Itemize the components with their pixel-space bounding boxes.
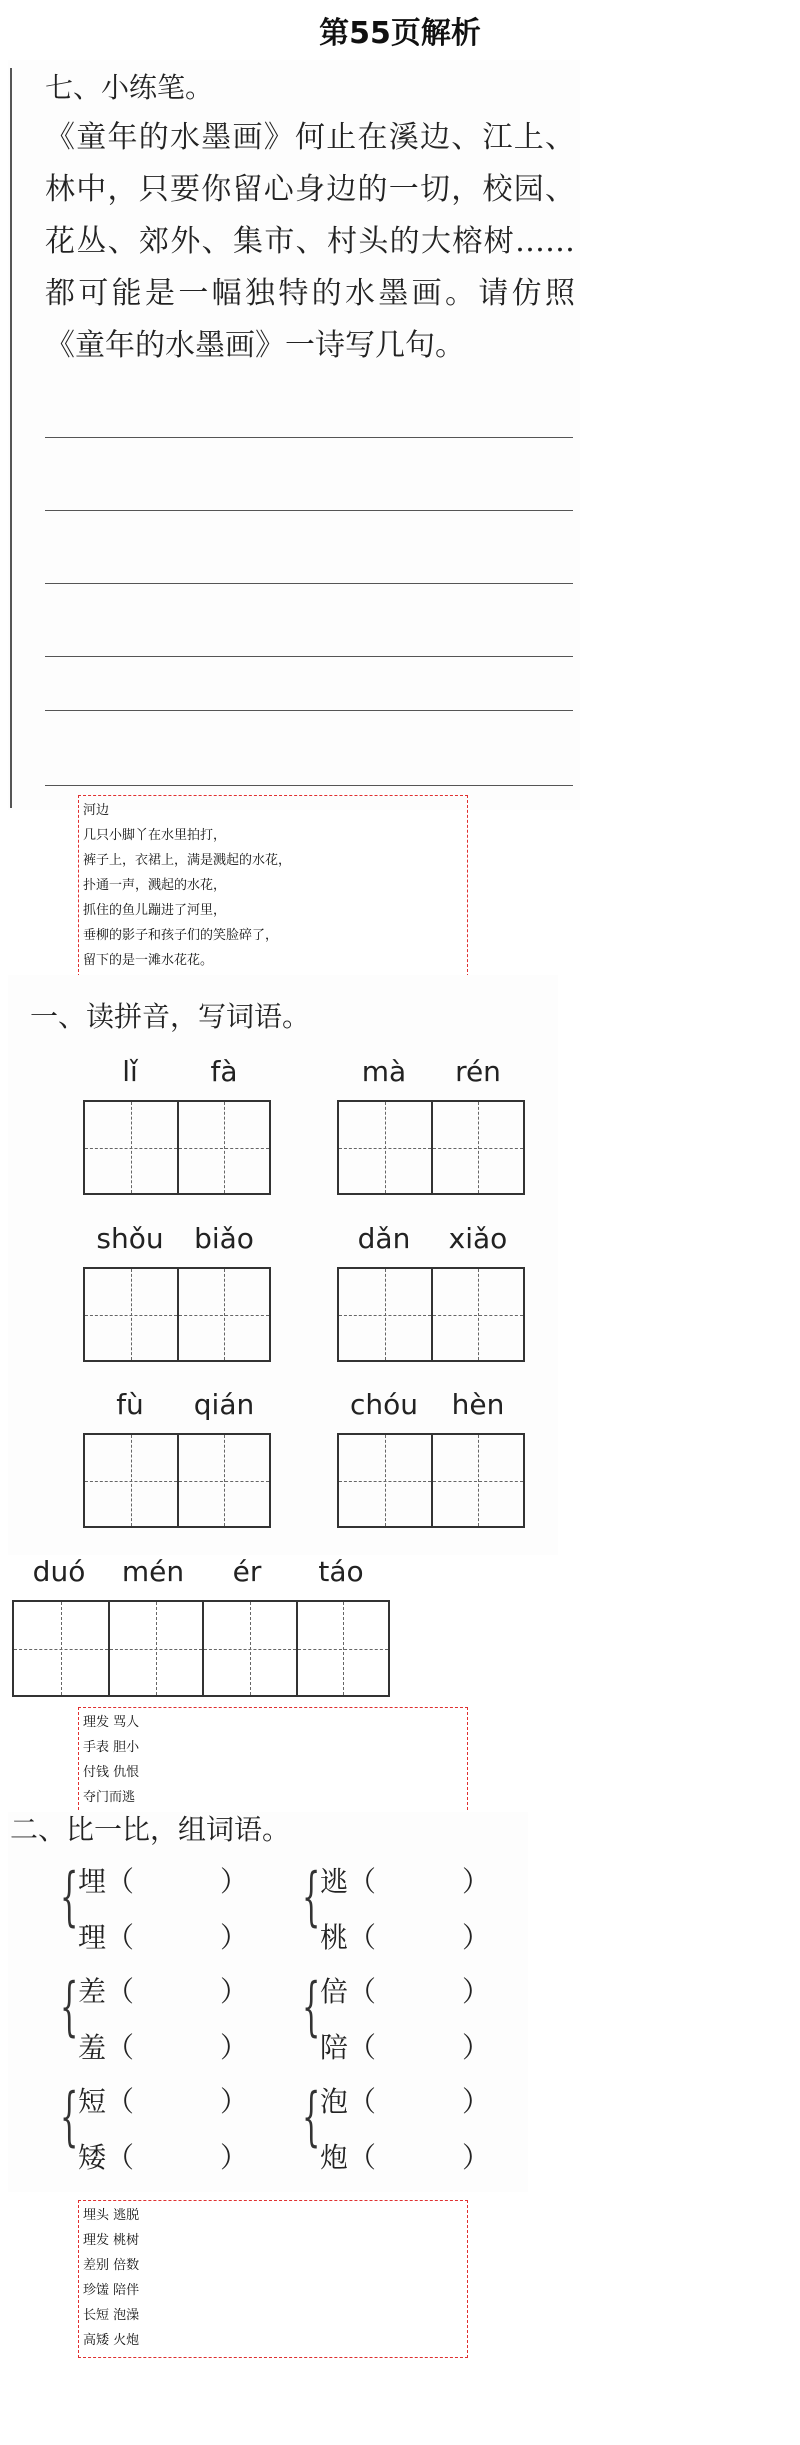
compare-char: 桃 bbox=[320, 1921, 349, 1954]
pinyin-word-group bbox=[83, 1055, 271, 1195]
grid-cell[interactable] bbox=[431, 1269, 523, 1360]
grid-cell[interactable] bbox=[431, 1102, 523, 1193]
grid-cell[interactable] bbox=[339, 1269, 431, 1360]
answer-box-section-two bbox=[78, 2200, 468, 2358]
pinyin-label: táo bbox=[318, 1555, 364, 1588]
pinyin-word-group bbox=[337, 1055, 525, 1195]
answer-line: 抓住的鱼儿蹦进了河里， bbox=[83, 903, 227, 918]
compare-pair bbox=[60, 2080, 260, 2190]
compare-char: 倍 bbox=[320, 1975, 349, 2008]
answer-line: 理发 骂人 bbox=[83, 1715, 140, 1730]
compare-char: 羞 bbox=[78, 2031, 107, 2064]
answer-line: 扑通一声，溅起的水花， bbox=[83, 878, 227, 893]
pinyin-label: lǐ bbox=[122, 1055, 138, 1088]
section-one-heading: 一、读拼音，写词语。 bbox=[30, 1000, 311, 1033]
paren-close: ） bbox=[220, 2085, 249, 2118]
pinyin-label: ér bbox=[232, 1555, 262, 1588]
compare-pair bbox=[60, 1970, 260, 2080]
pinyin-label: qián bbox=[193, 1388, 255, 1421]
paren-open: （ bbox=[106, 2141, 135, 2174]
compare-char: 炮 bbox=[320, 2141, 349, 2174]
writing-grid[interactable] bbox=[83, 1267, 271, 1362]
answer-blank[interactable] bbox=[372, 2080, 462, 2113]
pinyin-word-group bbox=[83, 1222, 271, 1362]
pinyin-label: dǎn bbox=[357, 1222, 411, 1255]
compare-char: 差 bbox=[78, 1975, 107, 2008]
pinyin-label: hèn bbox=[451, 1388, 505, 1421]
answer-blank[interactable] bbox=[130, 2136, 220, 2169]
paren-close: ） bbox=[462, 2141, 491, 2174]
answer-line: 留下的是一滩水花花。 bbox=[83, 953, 214, 968]
answer-blank[interactable] bbox=[130, 2080, 220, 2113]
answer-box-section-one bbox=[78, 1707, 468, 1815]
answer-blank[interactable] bbox=[372, 1916, 462, 1949]
paren-open: （ bbox=[348, 1975, 377, 2008]
paren-close: ） bbox=[220, 1865, 249, 1898]
pinyin-label: fù bbox=[116, 1388, 144, 1421]
paren-close: ） bbox=[220, 2031, 249, 2064]
margin-line bbox=[10, 68, 12, 808]
paren-close: ） bbox=[220, 2141, 249, 2174]
answer-line: 几只小脚丫在水里拍打， bbox=[83, 828, 227, 843]
compare-pair bbox=[60, 1860, 260, 1970]
answer-blank[interactable] bbox=[130, 1916, 220, 1949]
writing-line bbox=[45, 583, 573, 584]
writing-grid[interactable] bbox=[83, 1100, 271, 1195]
answer-blank[interactable] bbox=[372, 1860, 462, 1893]
brace-symbol: { bbox=[302, 1970, 321, 2044]
pinyin-word-group bbox=[12, 1555, 390, 1705]
grid-cell[interactable] bbox=[85, 1102, 177, 1193]
pinyin-word-group bbox=[83, 1388, 271, 1528]
paren-close: ） bbox=[220, 1921, 249, 1954]
grid-cell[interactable] bbox=[177, 1269, 269, 1360]
compare-char: 矮 bbox=[78, 2141, 107, 2174]
grid-cell[interactable] bbox=[177, 1435, 269, 1526]
writing-line bbox=[45, 510, 573, 511]
section-seven-heading: 七、小练笔。 bbox=[45, 71, 214, 104]
paren-close: ） bbox=[220, 1975, 249, 2008]
grid-cell[interactable] bbox=[177, 1102, 269, 1193]
pinyin-word-group bbox=[337, 1388, 525, 1528]
writing-line bbox=[45, 710, 573, 711]
answer-line: 付钱 仇恨 bbox=[83, 1765, 140, 1780]
brace-symbol: { bbox=[302, 2080, 321, 2154]
paren-open: （ bbox=[348, 2085, 377, 2118]
section-seven-paragraph: 《童年的水墨画》何止在溪边、江上、林中，只要你留心身边的一切，校园、花丛、郊外、集市、村头的大榕树……都可能是一幅独特的水墨画。请仿照《童年的水墨画》一诗写几句。 bbox=[45, 120, 575, 363]
answer-blank[interactable] bbox=[372, 1970, 462, 2003]
grid-cell[interactable] bbox=[431, 1435, 523, 1526]
paren-open: （ bbox=[106, 1865, 135, 1898]
paren-close: ） bbox=[462, 1921, 491, 1954]
grid-cell[interactable] bbox=[296, 1602, 388, 1695]
brace-symbol: { bbox=[60, 2080, 79, 2154]
pinyin-label: fà bbox=[210, 1055, 238, 1088]
grid-cell[interactable] bbox=[85, 1269, 177, 1360]
writing-line bbox=[45, 656, 573, 657]
pinyin-label: xiǎo bbox=[448, 1222, 508, 1255]
pinyin-label: duó bbox=[32, 1555, 86, 1588]
paren-open: （ bbox=[348, 1865, 377, 1898]
answer-blank[interactable] bbox=[372, 2136, 462, 2169]
pinyin-label: biǎo bbox=[194, 1222, 254, 1255]
compare-char: 短 bbox=[78, 2085, 107, 2118]
paren-open: （ bbox=[348, 1921, 377, 1954]
paren-close: ） bbox=[462, 2085, 491, 2118]
grid-cell[interactable] bbox=[14, 1602, 108, 1695]
answer-line: 差别 倍数 bbox=[83, 2258, 140, 2273]
paren-open: （ bbox=[106, 2031, 135, 2064]
pinyin-label: shǒu bbox=[96, 1222, 164, 1255]
compare-char: 逃 bbox=[320, 1865, 349, 1898]
compare-char: 理 bbox=[78, 1921, 107, 1954]
pinyin-word-group bbox=[337, 1222, 525, 1362]
writing-grid[interactable] bbox=[337, 1433, 525, 1528]
answer-line: 理发 桃树 bbox=[83, 2233, 140, 2248]
writing-line bbox=[45, 785, 573, 786]
compare-pair bbox=[302, 1860, 502, 1970]
compare-char: 泡 bbox=[320, 2085, 349, 2118]
paren-close: ） bbox=[462, 1975, 491, 2008]
compare-char: 埋 bbox=[78, 1865, 107, 1898]
paren-close: ） bbox=[462, 1865, 491, 1898]
paren-open: （ bbox=[348, 2141, 377, 2174]
answer-line: 垂柳的影子和孩子们的笑脸碎了， bbox=[83, 928, 279, 943]
brace-symbol: { bbox=[302, 1860, 321, 1934]
brace-symbol: { bbox=[60, 1860, 79, 1934]
page-title: 第55页解析 bbox=[319, 16, 481, 51]
paren-open: （ bbox=[106, 2085, 135, 2118]
writing-grid[interactable] bbox=[83, 1433, 271, 1528]
grid-cell[interactable] bbox=[339, 1102, 431, 1193]
paren-open: （ bbox=[106, 1921, 135, 1954]
answer-blank[interactable] bbox=[372, 2026, 462, 2059]
writing-grid[interactable] bbox=[12, 1600, 390, 1697]
grid-cell[interactable] bbox=[85, 1435, 177, 1526]
answer-blank[interactable] bbox=[130, 2026, 220, 2059]
writing-grid[interactable] bbox=[337, 1267, 525, 1362]
answer-line: 河边 bbox=[83, 803, 110, 818]
paren-open: （ bbox=[106, 1975, 135, 2008]
answer-blank[interactable] bbox=[130, 1860, 220, 1893]
pinyin-label: chóu bbox=[349, 1388, 419, 1421]
answer-line: 手表 胆小 bbox=[83, 1740, 140, 1755]
writing-grid[interactable] bbox=[337, 1100, 525, 1195]
pinyin-label: mà bbox=[361, 1055, 407, 1088]
brace-symbol: { bbox=[60, 1970, 79, 2044]
answer-line: 高矮 火炮 bbox=[83, 2333, 140, 2348]
grid-cell[interactable] bbox=[339, 1435, 431, 1526]
answer-line: 珍馐 陪伴 bbox=[83, 2283, 140, 2298]
compare-char: 陪 bbox=[320, 2031, 349, 2064]
answer-box-section-seven bbox=[78, 795, 468, 977]
compare-pair bbox=[302, 1970, 502, 2080]
pinyin-label: rén bbox=[455, 1055, 501, 1088]
writing-line bbox=[45, 437, 573, 438]
compare-pair bbox=[302, 2080, 502, 2190]
answer-line: 长短 泡澡 bbox=[83, 2308, 140, 2323]
paren-close: ） bbox=[462, 2031, 491, 2064]
grid-cell[interactable] bbox=[108, 1602, 202, 1695]
section-two-heading: 二、比一比，组词语。 bbox=[10, 1813, 291, 1846]
paren-open: （ bbox=[348, 2031, 377, 2064]
answer-line: 埋头 逃脱 bbox=[83, 2208, 140, 2223]
answer-line: 裤子上，衣裙上，满是溅起的水花， bbox=[83, 853, 292, 868]
answer-line: 夺门而逃 bbox=[83, 1790, 136, 1805]
pinyin-label: mén bbox=[121, 1555, 185, 1588]
answer-blank[interactable] bbox=[130, 1970, 220, 2003]
grid-cell[interactable] bbox=[202, 1602, 296, 1695]
